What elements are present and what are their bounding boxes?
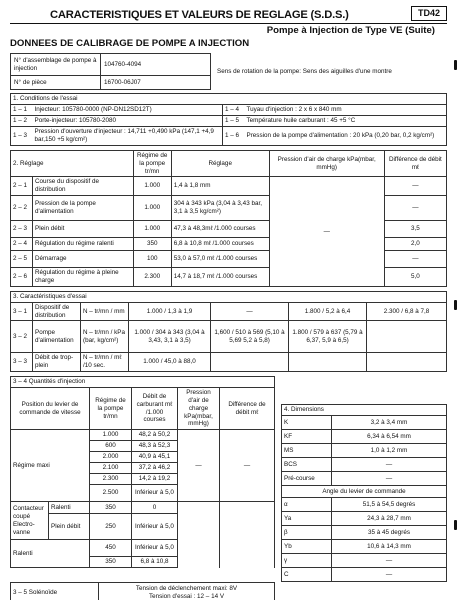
row-value: 1.000 / 1,3 à 1,9 — [129, 302, 211, 321]
row-flow: 0 — [131, 502, 177, 514]
solenoid-values — [99, 583, 275, 600]
condition-id: 1 – 1 — [11, 105, 33, 116]
condition-text: Tuyau d'injection : 2 x 6 x 840 mm — [245, 105, 447, 116]
row-id: 2 – 6 — [11, 268, 33, 287]
row-id: 3 – 2 — [11, 321, 33, 353]
angle-key: Ya — [282, 512, 332, 526]
condition-id: 1 – 4 — [223, 105, 245, 116]
table-row — [282, 526, 447, 540]
row-flow: 40,9 à 45,1 — [131, 452, 177, 463]
angle-key: C — [282, 568, 332, 582]
title-row — [10, 6, 447, 24]
quantites-title: 3 – 4 Quantités d'injection — [11, 377, 275, 388]
reglage-table — [10, 150, 447, 287]
row-flow: 6,8 à 10,8 — [131, 557, 177, 568]
assembly-value: 104760-4094 — [101, 54, 211, 76]
row-mode: Ralenti — [49, 502, 90, 514]
table-row — [282, 554, 447, 568]
angle-value: 51,5 à 54,5 degrés — [332, 498, 447, 512]
row-rpm: 600 — [89, 441, 131, 452]
dim-value: — — [332, 472, 447, 486]
row-setting: 47,3 à 48,3mℓ /1.000 courses — [171, 221, 269, 238]
solenoid-line: Tension de déclenchement maxi: 8V — [135, 584, 238, 592]
row-diff: — — [219, 430, 274, 502]
row-value — [289, 353, 367, 372]
column-header: Régime de la pompe tr/mn — [89, 387, 131, 429]
row-name: Pression de la pompe d'alimentation — [33, 196, 134, 221]
row-id: 3 – 3 — [11, 353, 33, 372]
table-row — [282, 430, 447, 444]
conditions-table — [10, 93, 447, 146]
row-rpm: 2.300 — [133, 268, 171, 287]
table-row — [282, 498, 447, 512]
table-row — [11, 502, 275, 514]
row-flow: Inférieur à 5,0 — [131, 540, 177, 557]
table-row — [282, 416, 447, 430]
row-rpm: 2.500 — [89, 485, 131, 502]
condition-text: Pression d'ouverture d'injecteur : 14,711 +0,490 kPa (147,1 +4,9 bar,150 +5 kg/cm²) — [33, 127, 223, 146]
essai-title: 3. Caractéristiques d'essai — [11, 291, 447, 302]
table-row — [282, 568, 447, 582]
row-rpm: 250 — [89, 514, 131, 540]
condition-text: Injecteur: 105780-0000 (NP-DN12SD12T) — [33, 105, 223, 116]
row-name: Régulation du régime à pleine charge — [33, 268, 134, 287]
conditions-title: 1. Conditions de l'essai — [11, 94, 447, 105]
row-flow: 48,3 à 52,3 — [131, 441, 177, 452]
row-rpm: 350 — [89, 557, 131, 568]
dim-value: 6,34 à 6,54 mm — [332, 430, 447, 444]
dim-key: K — [282, 416, 332, 430]
row-mode: Plein débit — [49, 514, 90, 540]
row-rpm: 1.000 — [133, 221, 171, 238]
row-id: 3 – 1 — [11, 302, 33, 321]
row-flow: 48,2 à 50,2 — [131, 430, 177, 441]
table-row — [11, 353, 447, 372]
row-value: 1.000 / 304 à 343 (3,04 à 3,43, 3,1 à 3,5) — [129, 321, 211, 353]
row-value: — — [211, 302, 289, 321]
condition-text: Pression de la pompe d'alimentation : 20 kPa (0,20 bar, 0,2 kg/cm²) — [245, 127, 447, 146]
assembly-label: N° d'assemblage de pompe à injection — [11, 54, 101, 76]
column-header: Débit de carburant mℓ /1.000 courses — [131, 387, 177, 429]
angle-value: 35 à 45 degrés — [332, 526, 447, 540]
dim-key: MS — [282, 444, 332, 458]
row-value — [367, 353, 447, 372]
row-rpm: 1.000 — [89, 430, 131, 441]
column-header: Régime de la pompe tr/mn — [133, 150, 171, 177]
table-row — [282, 444, 447, 458]
row-value: 2.300 / 6,8 à 7,8 — [367, 302, 447, 321]
row-value — [211, 353, 289, 372]
row-rpm: 1.000 — [133, 177, 171, 196]
dimensions-table — [281, 404, 447, 582]
row-flow: Inférieur à 5,0 — [131, 514, 177, 540]
row-id: 2 – 1 — [11, 177, 33, 196]
dim-value: 1,0 à 1,2 mm — [332, 444, 447, 458]
engine-code-badge: TD42 — [411, 6, 447, 21]
row-rpm: 2.300 — [89, 474, 131, 485]
row-flow: 37,2 à 46,2 — [131, 463, 177, 474]
condition-id: 1 – 5 — [223, 116, 245, 127]
table-row — [282, 458, 447, 472]
row-rpm: 2.000 — [89, 452, 131, 463]
condition-id: 1 – 6 — [223, 127, 245, 146]
angle-key: γ — [282, 554, 332, 568]
row-diff: — — [384, 177, 446, 196]
row-setting: 6,8 à 10,8 mℓ /1.000 courses — [171, 238, 269, 251]
column-header: Position du levier de commande de vitesse — [11, 387, 90, 429]
condition-id: 1 – 3 — [11, 127, 33, 146]
row-name: Débit de trop-plein — [33, 353, 81, 372]
row-flow: 14,2 à 19,2 — [131, 474, 177, 485]
lower-section — [10, 376, 447, 582]
page-title: CARACTERISTIQUES ET VALEURS DE REGLAGE (S.D.S.) — [50, 9, 349, 22]
dim-value: 3,2 à 3,4 mm — [332, 416, 447, 430]
column-header: Pression d'air de charge kPa(mbar, mmHg) — [269, 150, 384, 177]
row-rpm: 100 — [133, 251, 171, 268]
row-flow: Inférieur à 5,0 — [131, 485, 177, 502]
row-value: 1.800 / 579 à 637 (5,79 à 6,37, 5,9 à 6,5) — [289, 321, 367, 353]
row-id: 2 – 5 — [11, 251, 33, 268]
row-id: 2 – 2 — [11, 196, 33, 221]
table-row — [282, 540, 447, 554]
column-header: Pression d'air de charge kPa(mbar, mmHg) — [177, 387, 219, 429]
part-label: N° de pièce — [11, 76, 101, 90]
table-row — [11, 430, 275, 441]
dim-key: KF — [282, 430, 332, 444]
angle-title: Angle du levier de commande — [282, 486, 447, 498]
table-row — [11, 302, 447, 321]
row-value: 1.800 / 5,2 à 6,4 — [289, 302, 367, 321]
essai-table — [10, 291, 447, 372]
condition-text: Porte-injecteur: 105780-2080 — [33, 116, 223, 127]
pump-identity-table — [10, 53, 447, 90]
rotation-direction: Sens de rotation de la pompe: Sens des aiguilles d'une montre — [211, 54, 448, 90]
section-title: DONNEES DE CALIBRAGE DE POMPE A INJECTION — [10, 38, 250, 50]
row-value: 1.000 / 45,0 à 88,0 — [129, 353, 211, 372]
row-name: Course du dispositif de distribution — [33, 177, 134, 196]
quantites-table — [10, 376, 275, 568]
row-pressure: — — [177, 430, 219, 502]
row-name: Plein débit — [33, 221, 134, 238]
row-setting: 14,7 à 18,7 mℓ /1.000 courses — [171, 268, 269, 287]
row-id: 2 – 3 — [11, 221, 33, 238]
table-row — [11, 177, 447, 196]
row-rpm: 1.000 — [133, 196, 171, 221]
row-name: Démarrage — [33, 251, 134, 268]
table-row — [11, 321, 447, 353]
column-header: Différence de débit mℓ — [219, 387, 274, 429]
row-name: Pompe d'alimentation — [33, 321, 81, 353]
row-diff: — — [384, 196, 446, 221]
row-label: Régime maxi — [11, 430, 90, 502]
row-diff: — — [384, 251, 446, 268]
row-setting: 53,0 à 57,0 mℓ /1.000 courses — [171, 251, 269, 268]
column-header: Réglage — [171, 150, 269, 177]
column-header: Différence de débit mℓ — [384, 150, 446, 177]
row-id: 2 – 4 — [11, 238, 33, 251]
row-setting: 304 à 343 kPa (3,04 à 3,43 bar, 3,1 à 3,5 kg/cm²) — [171, 196, 269, 221]
row-label: Ralenti — [11, 540, 90, 568]
quantites-block — [10, 376, 275, 582]
solenoid-line: Tension d'essai : 12 – 14 V — [148, 592, 225, 600]
row-label: Contacteur coupé Electro-vanne — [11, 502, 49, 540]
row-unit: N – tr/mn / mℓ /10 sec. — [81, 353, 129, 372]
dim-value: — — [332, 458, 447, 472]
row-diff: 3,5 — [384, 221, 446, 238]
dim-key: BCS — [282, 458, 332, 472]
dimensions-block — [281, 376, 447, 582]
dimensions-title: 4. Dimensions — [282, 405, 447, 416]
angle-value: — — [332, 568, 447, 582]
part-value: 16700-06J07 — [101, 76, 211, 90]
table-row — [282, 512, 447, 526]
row-setting: 1,4 à 1,8 mm — [171, 177, 269, 196]
angle-key: β — [282, 526, 332, 540]
row-diff: 2,0 — [384, 238, 446, 251]
solenoid-table — [10, 582, 275, 600]
row-name: Dispositif de distribution — [33, 302, 81, 321]
row-name: Régulation du régime ralenti — [33, 238, 134, 251]
dim-key: Pré-course — [282, 472, 332, 486]
angle-value: 10,6 à 14,3 mm — [332, 540, 447, 554]
angle-value: 24,3 à 28,7 mm — [332, 512, 447, 526]
row-diff: 5,0 — [384, 268, 446, 287]
row-rpm: 350 — [89, 502, 131, 514]
row-rpm: 350 — [133, 238, 171, 251]
column-header: 2. Réglage — [11, 150, 134, 177]
condition-text: Température huile carburant : 45 +5 °C — [245, 116, 447, 127]
page-subtitle: Pompe à Injection de Type VE (Suite) — [266, 25, 435, 37]
row-rpm: 2.100 — [89, 463, 131, 474]
angle-key: α — [282, 498, 332, 512]
table-row — [282, 472, 447, 486]
angle-key: Yb — [282, 540, 332, 554]
angle-value: — — [332, 554, 447, 568]
row-rpm: 450 — [89, 540, 131, 557]
row-unit: N – tr/mn / mm — [81, 302, 129, 321]
row-unit: N – tr/mn / kPa (bar, kg/cm²) — [81, 321, 129, 353]
row-value — [367, 321, 447, 353]
solenoid-label: 3 – 5 Solénoïde — [11, 583, 99, 600]
row-pressure: — — [269, 177, 384, 286]
condition-id: 1 – 2 — [11, 116, 33, 127]
row-value: 1,600 / 510 à 569 (5,10 à 5,69 5,2 à 5,8) — [211, 321, 289, 353]
